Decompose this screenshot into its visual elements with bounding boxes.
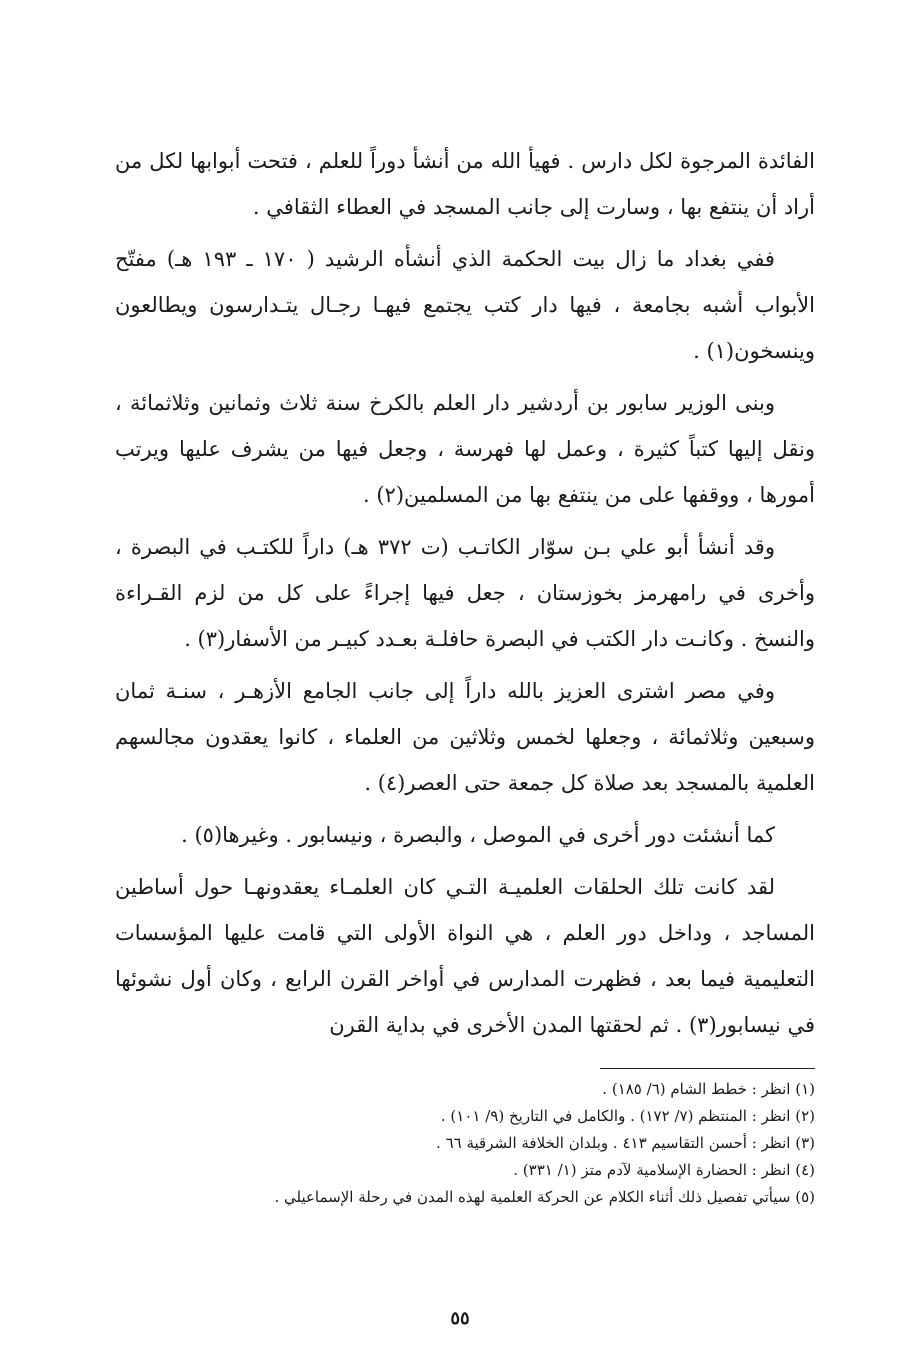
footnote-divider [600, 1068, 815, 1069]
footnote: (١) انظر : خطط الشام (٦/ ١٨٥) . [602, 1080, 815, 1098]
paragraph: لقد كانت تلك الحلقات العلميـة التـي كان العلمـاء يعقدونهـا حول أساطين المساجد ، وداخل دور العلم ، هي النواة الأولى التي قامت عليها المؤسسات التعليمية فيما بعد ، فظهرت المدارس في أواخر القرن الرابع ، وكان أول نشوئها في نيسابور(٣) . ثم لحقتها المدن الأخرى في بداية القرن [115, 875, 815, 1037]
paragraph: وبنى الوزير سابور بن أردشير دار العلم بالكرخ سنة ثلاث وثمانين وثلاثمائة ، ونقل إليها كتباً كثيرة ، وعمل لها فهرسة ، وجعل فيها من يشرف عليها ويرتب أمورها ، ووقفها على من ينتفع بها من المسلمين(٢) . [115, 391, 815, 507]
paragraph: وفي مصر اشترى العزيز بالله داراً إلى جانب الجامع الأزهـر ، سنـة ثمان وسبعين وثلاثمائة ، وجعلها لخمس وثلاثين من العلماء ، كانوا يعقدون مجالسهم العلمية بالمسجد بعد صلاة كل جمعة حتى العصر(٤) . [115, 679, 815, 795]
footnote: (٢) انظر : المنتظم (٧/ ١٧٢) . والكامل في التاريخ (٩/ ١٠١) . [440, 1107, 815, 1125]
footnote: (٤) انظر : الحضارة الإسلامية لآدم متز (١/ ٣٣١) . [513, 1161, 815, 1179]
paragraph: ففي بغداد ما زال بيت الحكمة الذي أنشأه الرشيد ( ١٧٠ ـ ١٩٣ هـ) مفتّح الأبواب أشبه بجامعة ، فيها دار كتب يجتمع فيهـا رجـال يتـدارسون ويطالعون وينسخون(١) . [115, 247, 815, 363]
footnote: (٣) انظر : أحسن التقاسيم ٤١٣ . وبلدان الخلافة الشرقية ٦٦ . [436, 1134, 815, 1152]
footnotes [115, 1076, 815, 1211]
paragraph: الفائدة المرجوة لكل دارس . فهيأ الله من أنشأ دوراً للعلم ، فتحت أبوابها لكل من أراد أن ينتفع بها ، وسارت إلى جانب المسجد في العطاء الثقافي . [115, 149, 815, 219]
paragraph: وقد أنشأ أبو علي بـن سوّار الكاتـب (ت ٣٧٢ هـ) داراً للكتـب في البصرة ، وأخرى في رامهرمز بخوزستان ، جعل فيها إجراءً على كل من لزم القـراءة والنسخ . وكانـت دار الكتب في البصرة حافلـة بعـدد كبيـر من الأسفار(٣) . [115, 535, 815, 651]
page-number: ٥٥ [450, 1308, 470, 1329]
paragraph: كما أنشئت دور أخرى في الموصل ، والبصرة ، ونيسابور . وغيرها(٥) . [181, 823, 775, 847]
main-text [115, 138, 815, 1054]
footnote: (٥) سيأتي تفصيل ذلك أثناء الكلام عن الحركة العلمية لهذه المدن في رحلة الإسماعيلي . [274, 1188, 815, 1206]
